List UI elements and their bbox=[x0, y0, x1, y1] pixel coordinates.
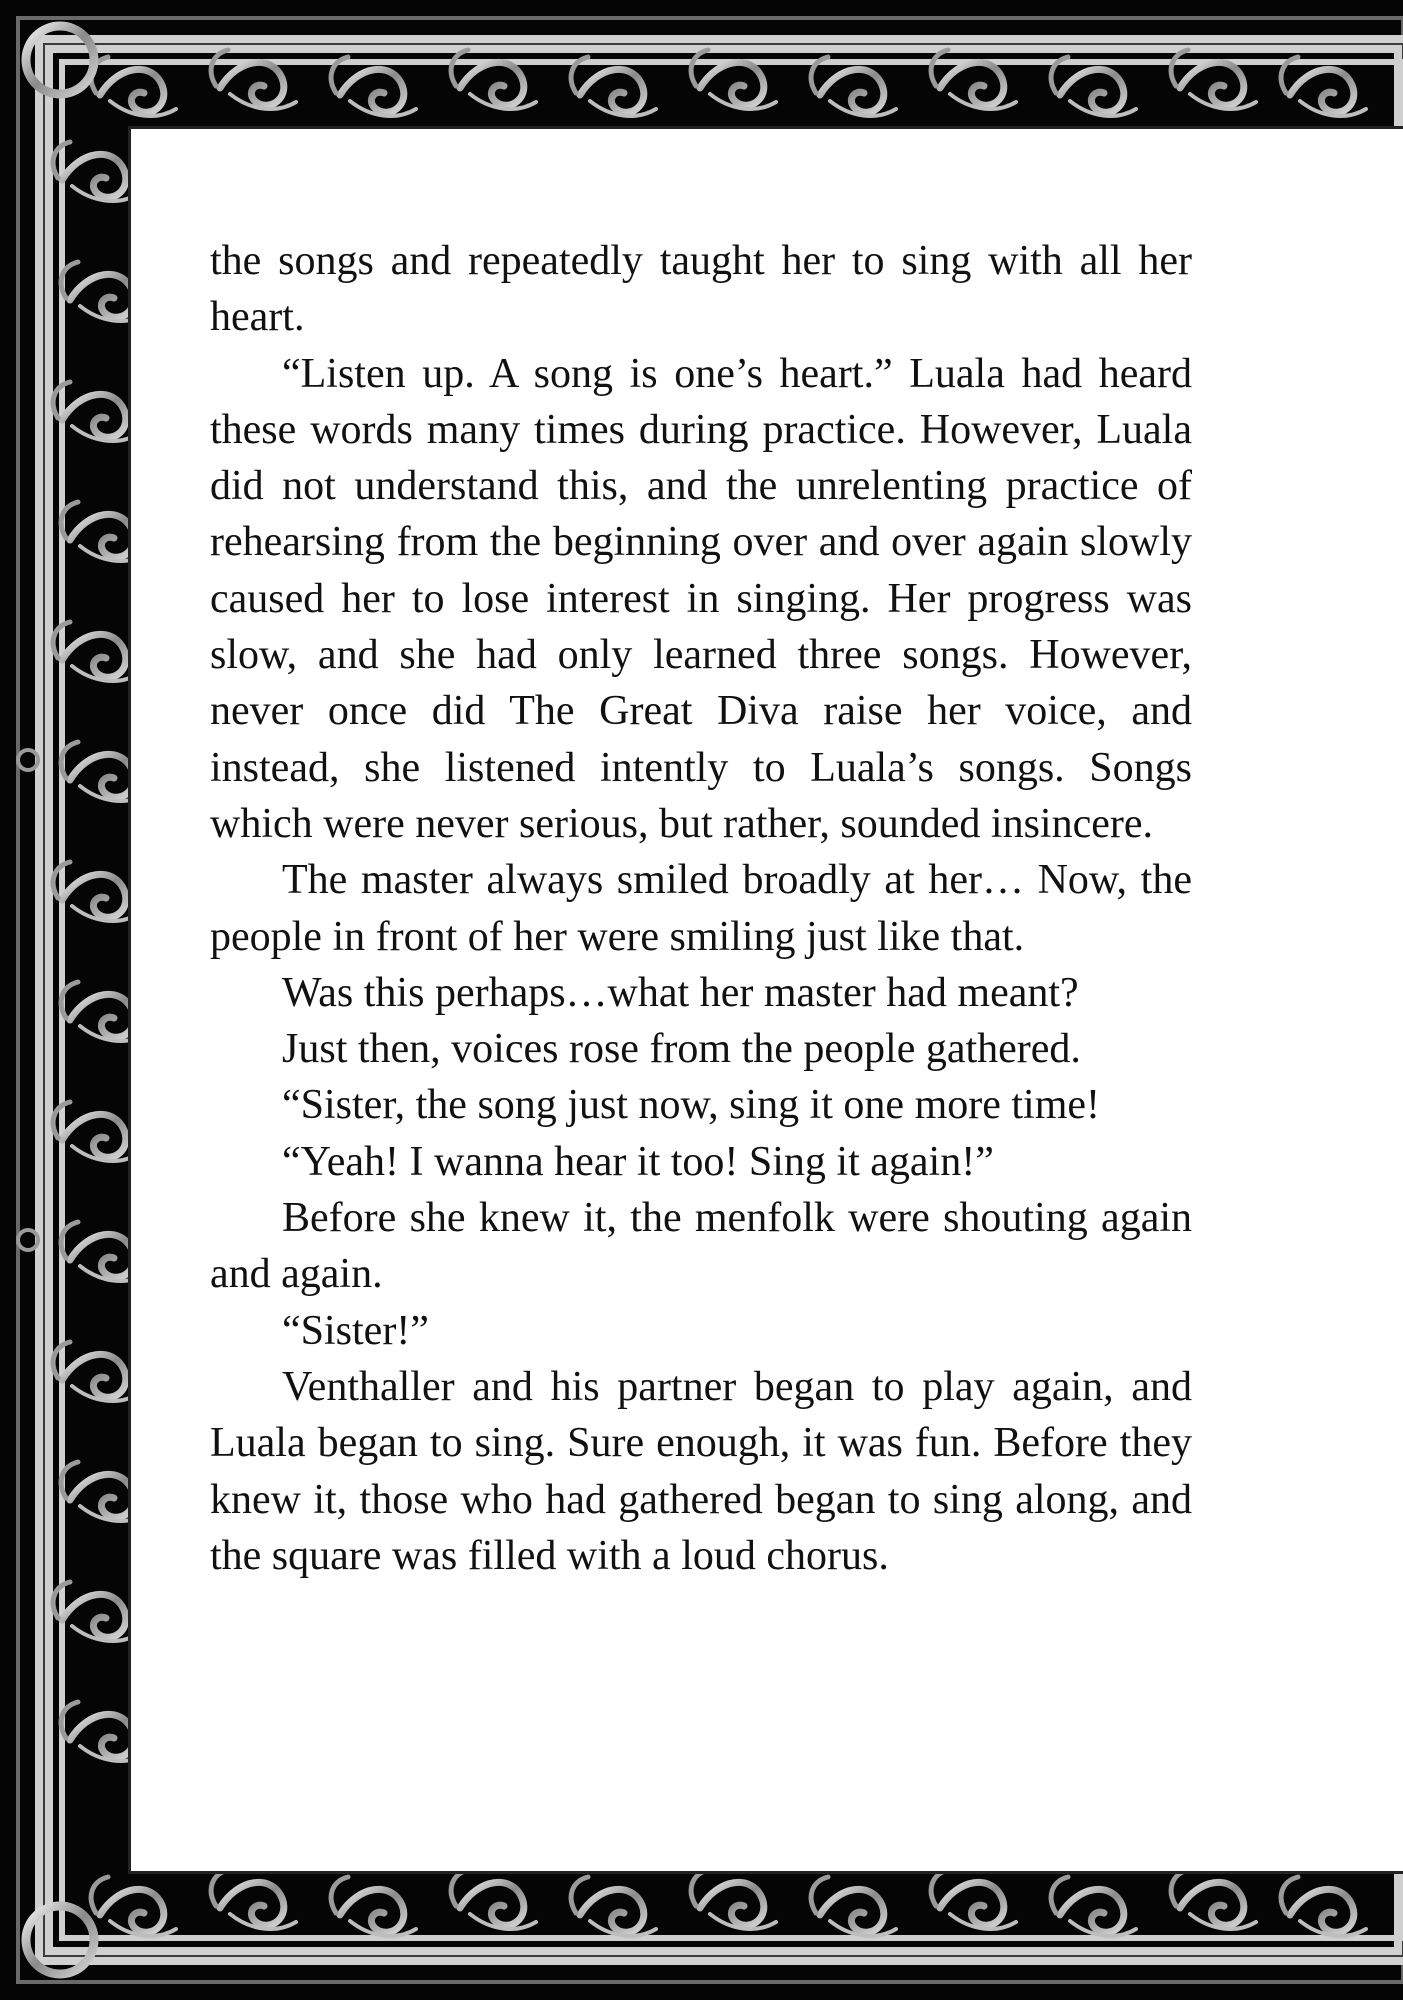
body-text bbox=[210, 233, 1192, 1584]
paragraph: “Yeah! I wanna hear it too! Sing it again!” bbox=[282, 1138, 994, 1185]
paragraph: Just then, voices rose from the people gathered. bbox=[282, 1026, 1081, 1073]
paragraph: the songs and repeatedly taught her to sing with all her heart. bbox=[210, 238, 1192, 341]
paragraph: Was this perhaps…what her master had meant? bbox=[282, 969, 1079, 1016]
paragraph: The master always smiled broadly at her… Now, the people in front of her were smiling just like that. bbox=[210, 857, 1192, 960]
paragraph: “Sister, the song just now, sing it one more time! bbox=[282, 1082, 1100, 1129]
paragraph: “Sister!” bbox=[282, 1307, 429, 1354]
paragraph: “Listen up. A song is one’s heart.” Luala had heard these words many times during practice. However, Luala did not understand this, and the unrelenting practice of rehearsing from the beginning over and over again slowly caused her to lose interest in singing. Her progress was slow, and she had only learned three songs. However, never once did The Great Diva raise her voice, and instead, she listened intently to Luala’s songs. Songs which were never serious, but rather, sounded insincere. bbox=[210, 350, 1192, 847]
paragraph: Before she knew it, the menfolk were shouting again and again. bbox=[210, 1195, 1192, 1298]
paragraph: Venthaller and his partner began to play again, and Luala began to sing. Sure enough, it was fun. Before they knew it, those who had gathered began to sing along, and the square was filled with a loud chorus. bbox=[210, 1363, 1192, 1579]
